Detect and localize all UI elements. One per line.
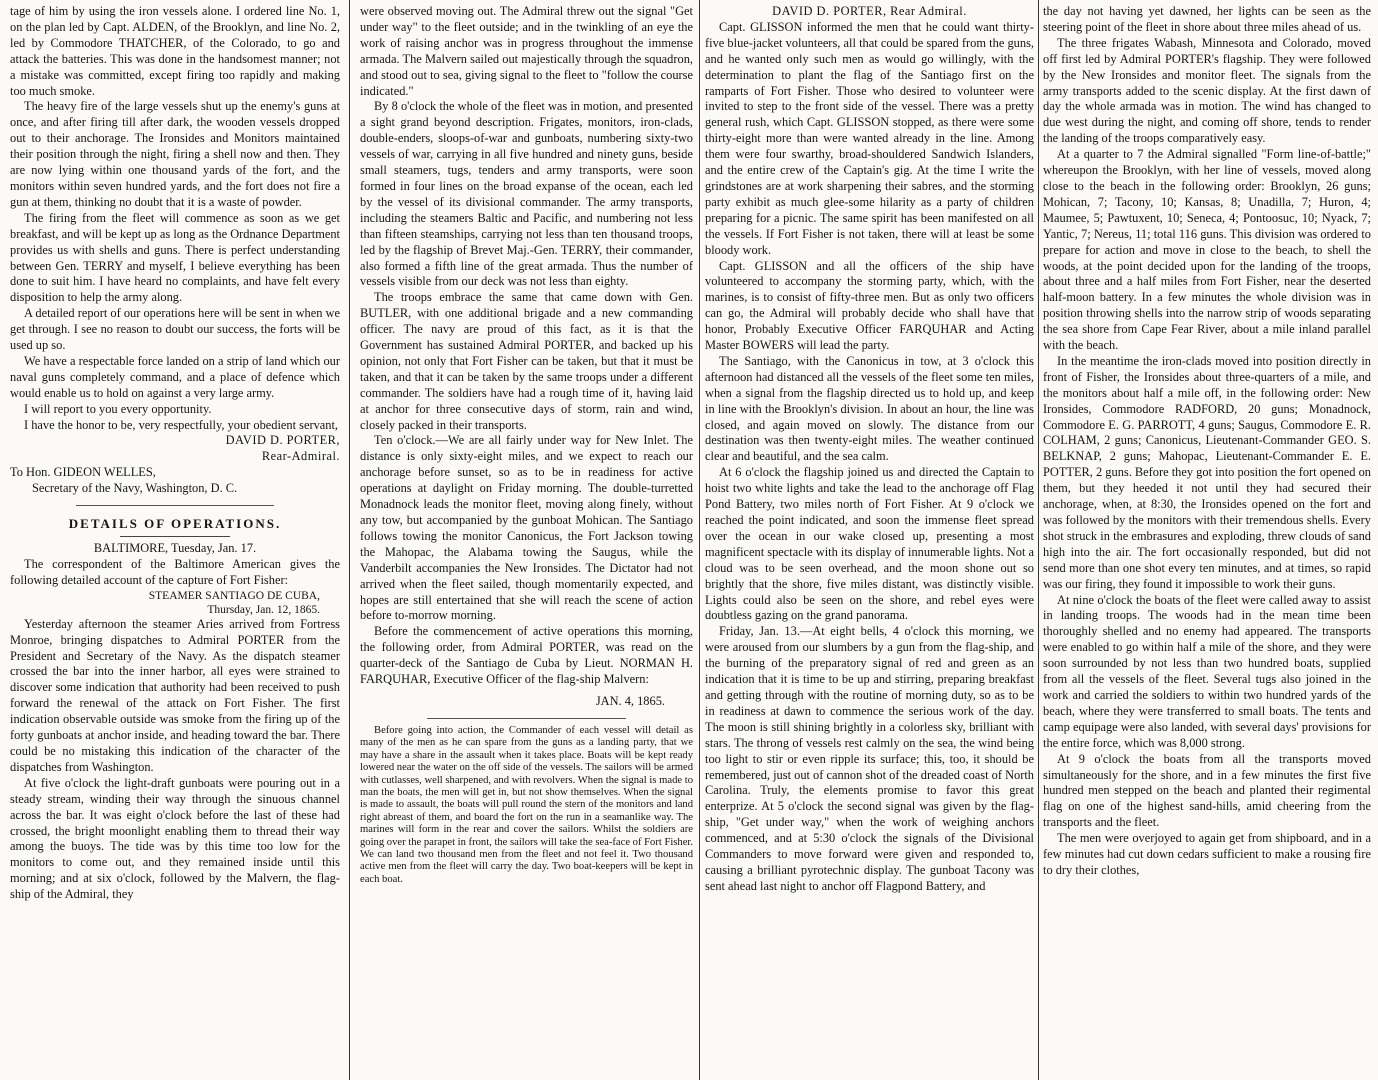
- section-heading: DETAILS OF OPERATIONS.: [68, 516, 282, 532]
- paragraph: At 6 o'clock the flagship joined us and directed the Captain to hoist two white lights and take the lead to the anchorage off Flag Pond Battery, two miles north of Fort Fisher. At 9 o'clock we reached the point indicated, and soon the immense fleet spread over the ocean in our wake closed up, presenting a most magnificent spectacle with its display of innumerable lights. Not a cloud was to be seen overhead, and the moon shone out so brightly that the shore, five miles distant, was distinctly visible. Lights could also be seen on the shore, and rebel eyes were doubtless gazing on the grand panorama.: [705, 465, 1034, 623]
- paragraph: The troops embrace the same that came down with Gen. BUTLER, with one additional brigade and a new commanding officer. The navy are proud of this fact, as it is that the Government has sustained Admiral PORTER, and backed up his opinion, not only that Fort Fisher can be taken, but that it must be taken, and that it can be taken by the same troops under a different commander. The soldiers have had a rough time of it, having laid at anchor for three consecutive days of storm, rain and wind, closely packed in their transports.: [360, 290, 693, 432]
- paragraph: At nine o'clock the boats of the fleet were called away to assist in landing troops. The woods had in the mean time been thoroughly shelled and no enemy had appeared. The transports were enabled to go within half a mile of the shore, and they were soon surrounded by not less than two hundred boats, supplied from all the vessels of the fleet. Several tugs also joined in the work and carried the soldiers to within two hundred yards of the beach, where they were transferred to small boats. The tents and camp equipage were also landed, with several days' provisions for the entire force, which was 8,000 strong.: [1043, 592, 1371, 750]
- steamer-dateline: STEAMER SANTIAGO DE CUBA,: [148, 589, 320, 602]
- column-4: [1043, 4, 1371, 1080]
- paragraph: The men were overjoyed to again get from shipboard, and in a few minutes had cut down cedars sufficient to make a rousing fire to dry their clothes,: [1043, 831, 1371, 877]
- signature-line: DAVID D. PORTER, Rear Admiral.: [772, 4, 967, 18]
- steamer-date: Thursday, Jan. 12, 1865.: [207, 603, 320, 616]
- paragraph: Capt. GLISSON and all the officers of the ship have volunteered to accompany the storming party, which, with the marines, is to consist of fifty-three men. But as only two officers can go, the Admiral will probably decide who shall have that honor, Probably Executive Officer FARQUHAR and Acting Master BOWERS will lead the party.: [705, 258, 1034, 353]
- column-rule: [699, 0, 700, 1080]
- column-2: [360, 4, 693, 1080]
- column-rule: [1038, 0, 1039, 1080]
- paragraph: were observed moving out. The Admiral threw out the signal "Get under way" to the fleet outside; and in the twinkling of an eye the work of raising anchor was in progress throughout the immense armada. The Malvern sailed out majestically through the squadron, and stood out to sea, giving signal to the fleet to "follow the course indicated.": [360, 4, 693, 98]
- paragraph: The three frigates Wabash, Minnesota and Colorado, moved off first led by Admiral PORTER's flagship. They were followed by the New Ironsides and monitor fleet. The signals from the army transports added to the scenic display. At the first dawn of day the whole armada was in motion. The wind has changed to due west during the night, and coming off shore, tends to render the landing of the troops comparatively easy.: [1043, 35, 1371, 146]
- paragraph: The heavy fire of the large vessels shut up the enemy's guns at once, and after firing till after dark, the wooden vessels dropped out to their anchorage. The Ironsides and Monitors maintained their position through the night, firing a shell now and then. They are now lying within one thousand yards of the fort, and the monitors within seven hundred yards, and the fort does not fire a gun at them, thinking no doubt that it is a waste of powder.: [10, 99, 340, 209]
- column-1: [10, 4, 340, 1080]
- addressee-title: Secretary of the Navy, Washington, D. C.: [32, 481, 238, 496]
- separator: [76, 505, 274, 506]
- paragraph: Friday, Jan. 13.—At eight bells, 4 o'clock this morning, we were aroused from our slumbers by a gun from the flag-ship, and the burning of the preparatory signal of red and green as an indication that it is time to be up and stirring, preparing breakfast and getting through with the routine of morning duty, so as to be in readiness at dawn to commence the serious work of the day. The moon is still shining brightly in a colorless sky, brilliant with stars. The throng of vessels rest calmly on the sea, the wind being too light to stir or even ripple its surface; this, too, it should be remembered, just out of cannon shot of the dreaded coast of North Carolina. Truly, the elements promise to favor this great enterprize. At 5 o'clock the second signal was given by the flag-ship, "Get under way," when the work of weighing anchors commenced, and at 5:30 o'clock the signals of the Divisional Commanders to move forward were given and responded to, causing a brilliant pyrotechnic display. The gunboat Tacony was sent ahead last night to anchor off Flagpond Battery, and: [705, 624, 1034, 893]
- paragraph: In the meantime the iron-clads moved into position directly in front of Fisher, the Ironsides about three-quarters of a mile, and the monitors about half a mile off, in the following order: New Ironsides, Commodore RADFORD, 20 guns; Monadnock, Commodore E. G. PARROTT, 4 guns; Saugus, Commodore E. R. COLHAM, 2 guns; Canonicus, Lieutenant-Commander GEO. S. BELKNAP, 2 guns; Mahopac, Lieutenant-Commander E. E. POTTER, 2 guns. Before they got into position the fort opened on them, but they heeded it not until they had secured their anchorage, when, at 8:30, the Ironsides opened on the fort and was followed by the monitors with their tremendous shells. Every shot struck in the embrasures and exploding, threw clouds of sand high into the air. The fort occasionally responded, but did not send more than one shot every ten minutes, and at times, so rapid was our firing, they found it impossible to work their guns.: [1043, 353, 1371, 591]
- paragraph: Capt. GLISSON informed the men that he could want thirty-five blue-jacket volunteers, all that could be spared from the guns, and he wanted only such men as would go willingly, with the determination to plant the flag of the Santiago first on the ramparts of Fort Fisher. Those who desired to volunteer were invited to step to the front side of the vessel. There was a pretty general rush, which Capt. GLISSON stopped, as there were some thirty-eight more than were wanted already in the line. Among them were four swarthy, broad-shouldered Sandwich Islanders, and the entire crew of the Captain's gig. At the time I write the grindstones are at work sharpening their sabres, and the storming party exhibit as much glee-some hilarity as a party of children preparing for a picnic. The same spirit has been manifested on all the vessels. If Fort Fisher is not taken, there will at least be some bloody work.: [705, 19, 1034, 257]
- order-text: Before going into action, the Commander of each vessel will detail as many of the men as he can spare from the guns as a landing party, that we may have a share in the assault when it takes place. Boats will be kept ready lowered near the water on the off side of the vessels. The sailors will be armed with cutlasses, well sharpened, and with revolvers. When the signal is made to man the boats, the men will get in, but not show themselves. When the signal is made to assault, the boats will pull round the stern of the monitors and land right abreast of them, and board the fort on the run in a seamanlike way. The marines will form in the rear and cover the sailors. Whilst the soldiers are going over the parapet in front, the sailors will take the sea-face of Fort Fisher. We can land two thousand men from the fleet and not feel it. Two thousand active men from the fleet will carry the day. Two boat-keepers will be kept in each boat.: [360, 724, 693, 885]
- paragraph: Ten o'clock.—We are all fairly under way for New Inlet. The distance is only sixty-eight miles, and we expect to reach our anchorage before sunset, so as to be in readiness for active operations at daylight on Friday morning. The double-turretted Monadnock leads the monitor fleet, moving along finely, without any tow, but accompanied by the gunboat Mohican. The Santiago follows towing the monitor Canonicus, the Fort Jackson towing the Mahopac, the Alabama towing the Saugus, while the Vanderbilt accompanies the New Ironsides. The Dictator had not arrived when the fleet sailed, though momentarily expected, and hopes are still entertained that she will reach the scene of action before to-morrow morning.: [360, 433, 693, 623]
- separator: [120, 536, 230, 537]
- paragraph: The firing from the fleet will commence as soon as we get breakfast, and will be kept up as long as the Ordnance Department provides us with shells and guns. There is perfect understanding between Gen. TERRY and myself, I believe everything has been done to suit him. I have heard no complaints, and have felt every disposition to help the army along.: [10, 210, 340, 305]
- paragraph: The Santiago, with the Canonicus in tow, at 3 o'clock this afternoon had distanced all the vessels of the fleet some ten miles, when a signal from the flagship directed us to hold up, and keep in line with the Brooklyn's division. In about an hour, the line was closed, and again moved on slowly. The distance from our destination was then twenty-eight miles. The weather continued clear and beautiful, and the sea calm.: [705, 353, 1034, 464]
- order-date: JAN. 4, 1865.: [595, 693, 665, 708]
- signature-title: Rear-Admiral.: [261, 449, 340, 464]
- paragraph: At a quarter to 7 the Admiral signalled "Form line-of-battle;" whereupon the Brooklyn, with her line of vessels, moved along close to the beach in the following order: Brooklyn, 26 guns; Mohican, 7; Tacony, 10; Kansas, 8; Unadilla, 7; Huron, 4; Maumee, 5; Pawtuxent, 10; Seneca, 4; Pontoosuc, 10; Nyack, 7; Yantic, 7; Nereus, 11; total 116 guns. This division was ordered to prepare for action and move in close to the beach, to shell the woods, at the point decided upon for the landing of the troops, about three and a half miles from Fort Fisher, near the deserted half-moon battery. In a few minutes the whole division was in position throwing shells into the narrow strip of woods separating the sea shore from Cape Fear River, about a mile inland parallel with the beach.: [1043, 147, 1371, 353]
- paragraph: By 8 o'clock the whole of the fleet was in motion, and presented a sight grand beyond description. Frigates, monitors, iron-clads, double-enders, sloops-of-war and gunboats, numbering sixty-two vessels of war, carrying in all five hundred and ninety guns, beside small steamers, tugs, tenders and army transports, were soon formed in four lines on the broad expanse of the ocean, each led by the vessel of its divisional commander. The army transports, including the steamers Baltic and Pacific, and numbering not less than fifteen steamships, carrying not less than ten thousand troops, led by the flagship of Brevet Maj.-Gen. TERRY, their commander, also formed a fifth line of the great armada. Thus the number of vessels visible from our deck was not less than eighty.: [360, 99, 693, 289]
- paragraph: We have a respectable force landed on a strip of land which our naval guns completely command, and a place of defence which would enable us to hold on against a very large army.: [10, 353, 340, 400]
- paragraph: Before the commencement of active operations this morning, the following order, from Admiral PORTER, was read on the quarter-deck of the Santiago de Cuba by Lieut. NORMAN H. FARQUHAR, Executive Officer of the flag-ship Malvern:: [360, 624, 693, 687]
- dateline: BALTIMORE, Tuesday, Jan. 17.: [93, 541, 257, 555]
- separator: [427, 718, 627, 719]
- paragraph: At five o'clock the light-draft gunboats were pouring out in a steady stream, winding their way through the sinuous channel across the bar. It was eight o'clock before the last of these had crossed, the bright moonlight enabling them to thread their way among the buoys. The tide was by this time too low for the monitors to come out, and they remained inside until this morning; and at six o'clock, followed by the Malvern, the flag-ship of the Admiral, they: [10, 775, 340, 902]
- paragraph: I have the honor to be, very respectfully, your obedient servant,: [24, 417, 339, 432]
- paragraph: Yesterday afternoon the steamer Aries arrived from Fortress Monroe, bringing dispatches to Admiral PORTER from the President and Secretary of the Navy. As the dispatch steamer crossed the bar into the inner harbor, all eyes were strained to discover some indication that authority had been received to push forward the renewal of the attack on Fort Fisher. The first indication observable outside was smoke from the firing up of the forty gunboats at anchor inside, and heading toward the bar. There could be no mistaking this indication of the character of the dispatches from Washington.: [10, 616, 340, 774]
- paragraph: I will report to you every opportunity.: [24, 401, 212, 416]
- paragraph: tage of him by using the iron vessels alone. I ordered line No. 1, on the plan led by Capt. ALDEN, of the Brooklyn, and line No. 2, led by Commodore THATCHER, of the Colorado, to go and attack the batteries. This was done in the handsomest manner; not a mistake was committed, except firing too rapidly and making too much smoke.: [10, 4, 340, 98]
- column-3: [705, 4, 1034, 1080]
- paragraph: the day not having yet dawned, her lights can be seen as the steering point of the fleet in shore about three miles ahead of us.: [1043, 4, 1371, 34]
- column-rule: [349, 0, 350, 1080]
- paragraph: At 9 o'clock the boats from all the transports moved simultaneously for the shore, and in a few minutes the first five hundred men stepped on the beach and planted their regimental flag on one of the highest sand-hills, amid cheering from the transports and the fleet.: [1043, 751, 1371, 830]
- signature-name: DAVID D. PORTER,: [225, 433, 340, 448]
- paragraph: The correspondent of the Baltimore American gives the following detailed account of the capture of Fort Fisher:: [10, 556, 340, 587]
- addressee: To Hon. GIDEON WELLES,: [10, 465, 156, 480]
- paragraph: A detailed report of our operations here will be sent in when we get through. I see no reason to doubt our success, the forts will be used up so.: [10, 306, 340, 353]
